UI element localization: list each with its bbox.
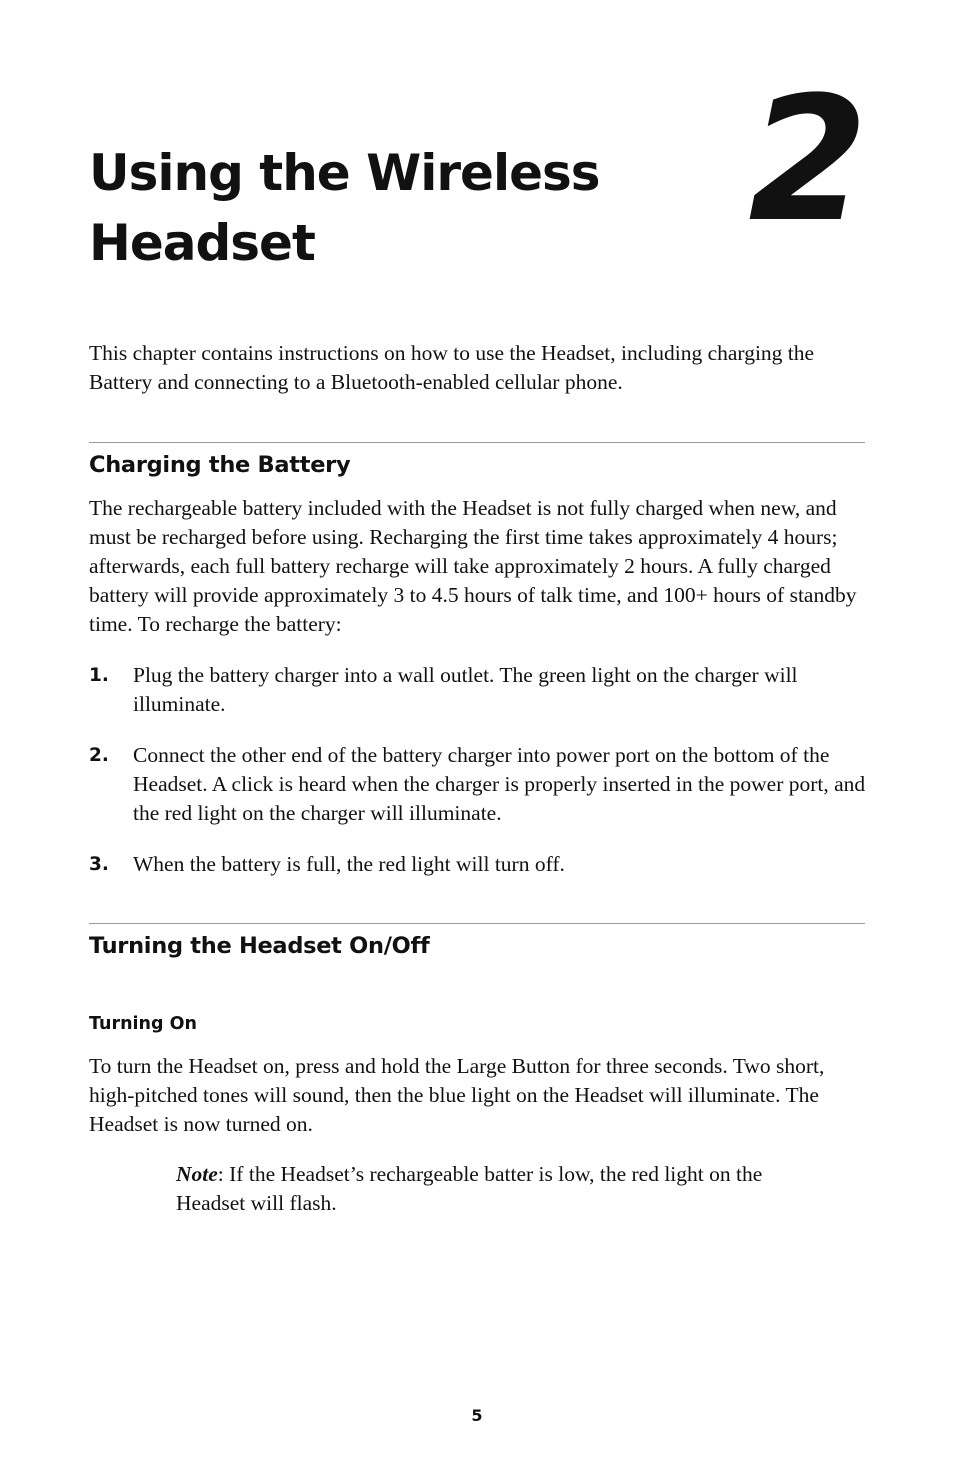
list-item	[89, 850, 869, 879]
page-number: 5	[471, 1406, 483, 1425]
chapter-number: 2	[748, 59, 864, 260]
chapter-title	[89, 138, 709, 278]
note-text: : If the Headset’s rechargeable batter is low, the red light on the Headset will flash.	[176, 1162, 763, 1215]
charging-steps-list	[89, 661, 869, 901]
step-number: 1.	[89, 665, 109, 686]
list-item	[89, 661, 869, 719]
turning-on-paragraph: To turn the Headset on, press and hold the Large Button for three seconds. Two short, high-pitched tones will sound, then the blue light on the Headset will illuminate. The Headset is now turned on.	[89, 1054, 825, 1136]
step-text: Connect the other end of the battery charger into power port on the bottom of the Headset. A click is heard when the charger is properly inserted in the power port, and the red light on the charger will illuminate.	[133, 743, 866, 825]
turning-on-subheading: Turning On	[89, 1014, 197, 1034]
step-number: 3.	[89, 854, 109, 875]
chapter-title-line-2: Headset	[89, 214, 315, 272]
charging-heading: Charging the Battery	[89, 452, 351, 478]
step-text: When the battery is full, the red light will turn off.	[133, 852, 565, 876]
step-text: Plug the battery charger into a wall outlet. The green light on the charger will illuminate.	[133, 663, 798, 716]
chapter-title-line-1: Using the Wireless	[89, 144, 600, 202]
step-number: 2.	[89, 745, 109, 766]
note-label: Note	[176, 1162, 218, 1186]
section-divider-turning	[89, 923, 865, 924]
section-divider-charging	[89, 442, 865, 443]
note-paragraph	[176, 1160, 796, 1218]
intro-paragraph: This chapter contains instructions on how to use the Headset, including charging the Battery and connecting to a Bluetooth-enabled cellular phone.	[89, 341, 815, 394]
turning-heading: Turning the Headset On/Off	[89, 933, 430, 959]
list-item	[89, 741, 869, 828]
charging-paragraph: The rechargeable battery included with the Headset is not fully charged when new, and must be recharged before using. Recharging the first time takes approximately 4 hours; afterwards, each full battery recharge will take approximately 2 hours. A fully charged battery will provide approximately 3 to 4.5 hours of talk time, and 100+ hours of standby time. To recharge the battery:	[89, 496, 857, 636]
